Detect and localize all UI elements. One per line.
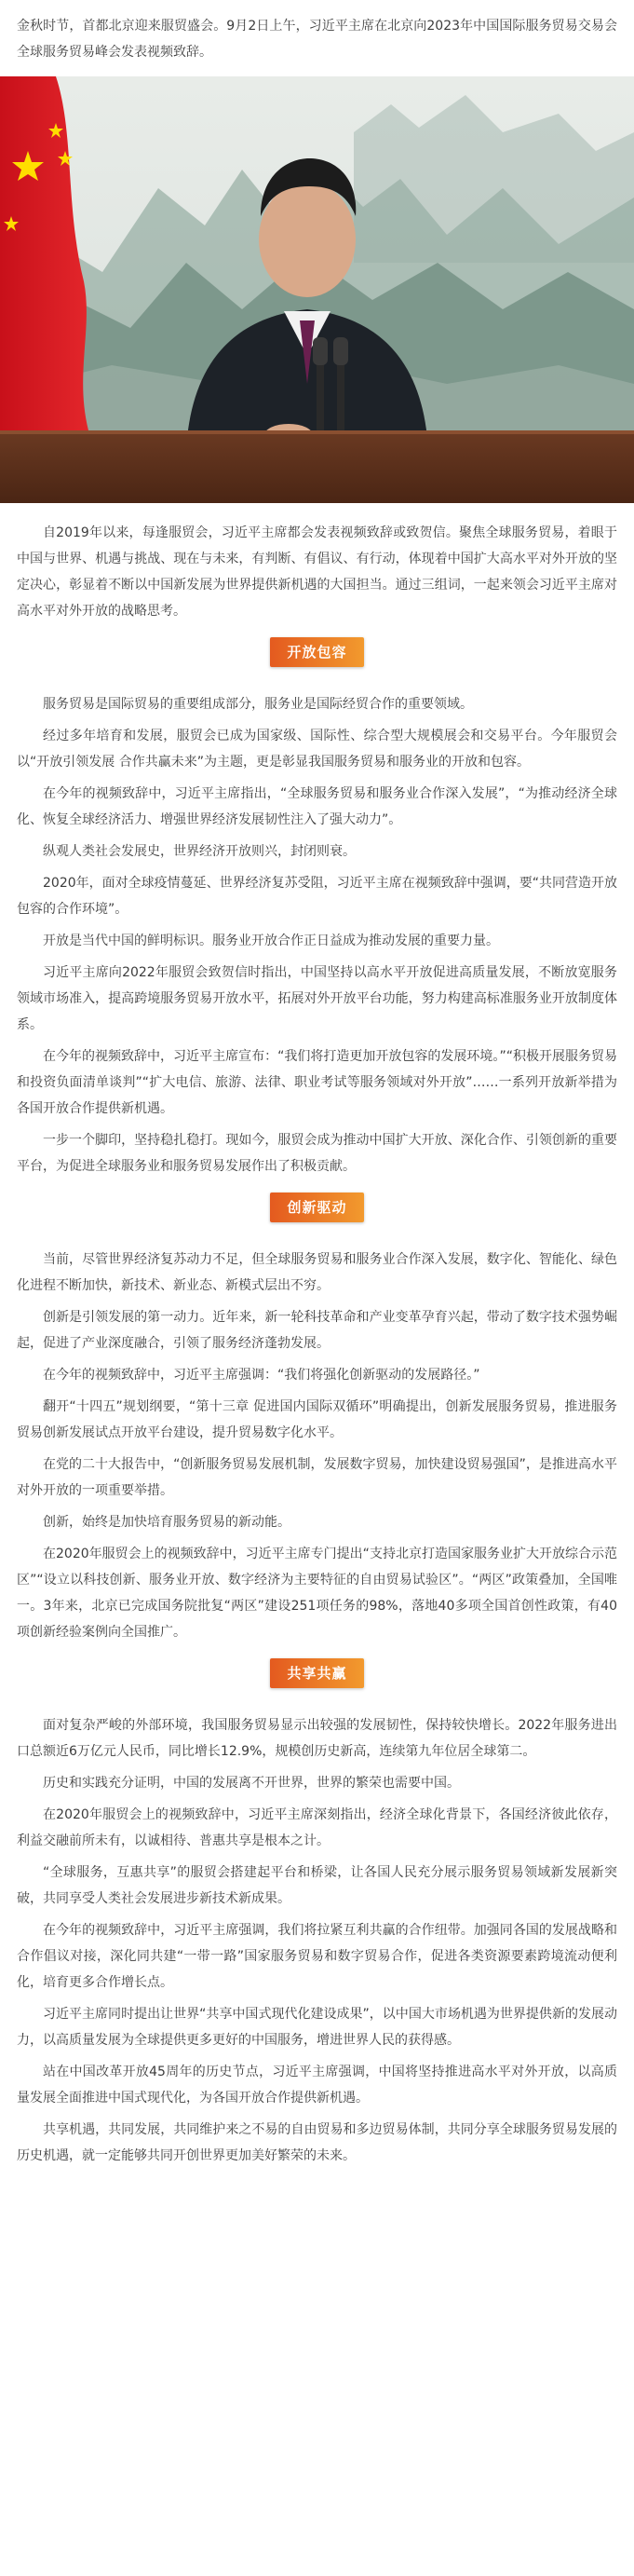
paragraph: 共享机遇，共同发展，共同维护来之不易的自由贸易和多边贸易体制，共同分享全球服务贸易发展的历史机遇，就一定能够共同开创世界更加美好繁荣的未来。 — [17, 2122, 617, 2163]
paragraph: 在2020年服贸会上的视频致辞中，习近平主席深刻指出，经济全球化背景下，各国经济彼此依存，利益交融前所未有，以诚相待、普惠共享是根本之计。 — [17, 1807, 617, 1848]
section-badge: 共享共赢 — [270, 1658, 363, 1688]
section-badge: 创新驱动 — [270, 1193, 363, 1222]
paragraph: 站在中国改革开放45周年的历史节点，习近平主席强调，中国将坚持推进高水平对外开放，以高质量发展全面推进中国式现代化，为各国开放合作提供新机遇。 — [17, 2065, 617, 2106]
paragraph: 当前，尽管世界经济复苏动力不足，但全球服务贸易和服务业合作深入发展，数字化、智能化、绿色化进程不断加快，新技术、新业态、新模式层出不穷。 — [17, 1252, 617, 1293]
paragraph: 服务贸易是国际贸易的重要组成部分，服务业是国际经贸合作的重要领域。 — [43, 697, 473, 712]
paragraph: 在2020年服贸会上的视频致辞中，习近平主席专门提出“支持北京打造国家服务业扩大开放综合示范区”“设立以科技创新、服务业开放、数字经济为主要特征的自由贸易试验区”。“两区”政策叠加，全国唯一。3年来，北京已完成国务院批复“两区”建设251项任务的98%，落地40多项全国首创性政策，有40项创新经验案例向全国推广。 — [17, 1547, 617, 1640]
paragraph: 在党的二十大报告中，“创新服务贸易发展机制，发展数字贸易，加快建设贸易强国”，是推进高水平对外开放的一项重要举措。 — [17, 1457, 617, 1498]
section-innovation — [17, 1193, 617, 1645]
section-heading — [17, 1193, 617, 1222]
paragraph: 习近平主席向2022年服贸会致贺信时指出，中国坚持以高水平开放促进高质量发展，不断放宽服务领域市场准入，提高跨境服务贸易开放水平，拓展对外开放平台功能，努力构建高标准服务业开放制度体系。 — [17, 965, 617, 1032]
section-heading — [17, 1658, 617, 1688]
paragraph: 开放是当代中国的鲜明标识。服务业开放合作正日益成为推动发展的重要力量。 — [43, 934, 499, 948]
paragraph: 2020年，面对全球疫情蔓延、世界经济复苏受阻，习近平主席在视频致辞中强调，要“共同营造开放包容的合作环境”。 — [17, 876, 617, 917]
paragraph: 在今年的视频致辞中，习近平主席强调：“我们将强化创新驱动的发展路径。” — [43, 1368, 480, 1383]
paragraph: 在今年的视频致辞中，习近平主席宣布：“我们将打造更加开放包容的发展环境。”“积极开展服务贸易和投资负面清单谈判”“扩大电信、旅游、法律、职业考试等服务领域对外开放”……一系列开放新举措为各国开放合作提供新机遇。 — [17, 1049, 617, 1116]
paragraph: 创新是引领发展的第一动力。近年来，新一轮科技革命和产业变革孕育兴起，带动了数字技术强势崛起，促进了产业深度融合，引领了服务经济蓬勃发展。 — [17, 1310, 617, 1351]
paragraph: 翻开“十四五”规划纲要，“第十三章 促进国内国际双循环”明确提出，创新发展服务贸易，推进服务贸易创新发展试点开放平台建设，提升贸易数字化水平。 — [17, 1399, 617, 1440]
paragraph: 创新，始终是加快培育服务贸易的新动能。 — [43, 1515, 290, 1530]
paragraph: 纵观人类社会发展史，世界经济开放则兴，封闭则衰。 — [43, 844, 356, 859]
section-badge: 开放包容 — [270, 637, 363, 667]
intro-paragraph: 金秋时节，首都北京迎来服贸盛会。9月2日上午，习近平主席在北京向2023年中国国际服务贸易交易会全球服务贸易峰会发表视频致辞。 — [17, 19, 617, 60]
paragraph: “全球服务，互惠共享”的服贸会搭建起平台和桥梁，让各国人民充分展示服务贸易领域新发展新突破，共同享受人类社会发展进步新技术新成果。 — [17, 1865, 617, 1906]
paragraph: 习近平主席同时提出让世界“共享中国式现代化建设成果”，以中国大市场机遇为世界提供新的发展动力，以高质量发展为全球提供更多更好的中国服务，增进世界人民的获得感。 — [17, 2007, 617, 2048]
paragraph: 面对复杂严峻的外部环境，我国服务贸易显示出较强的发展韧性，保持较快增长。2022年服务进出口总额近6万亿元人民币，同比增长12.9%，规模创历史新高，连续第九年位居全球第二。 — [17, 1718, 617, 1759]
section-sharing — [17, 1658, 617, 2169]
paragraph: 历史和实践充分证明，中国的发展离不开世界，世界的繁荣也需要中国。 — [43, 1776, 460, 1791]
opening-section — [17, 520, 617, 624]
paragraph: 自2019年以来，每逢服贸会，习近平主席都会发表视频致辞或致贺信。聚焦全球服务贸易，着眼于中国与世界、机遇与挑战、现在与未来，有判断、有倡议、有行动，体现着中国扩大高水平对外开放的坚定决心，彰显着不断以中国新发展为世界提供新机遇的大国担当。通过三组词，一起来领会习近平主席对高水平对外开放的战略思考。 — [17, 525, 617, 619]
section-openness — [17, 637, 617, 1179]
article-body — [0, 503, 634, 2169]
paragraph: 在今年的视频致辞中，习近平主席强调，我们将拉紧互利共赢的合作纽带。加强同各国的发展战略和合作倡议对接，深化同共建“一带一路”国家服务贸易和数字贸易合作，促进各类资源要素跨境流动便利化，培育更多合作增长点。 — [17, 1923, 617, 1990]
paragraph: 一步一个脚印，坚持稳扎稳打。现如今，服贸会成为推动中国扩大开放、深化合作、引领创新的重要平台，为促进全球服务业和服务贸易发展作出了积极贡献。 — [17, 1133, 617, 1174]
paragraph: 经过多年培育和发展，服贸会已成为国家级、国际性、综合型大规模展会和交易平台。今年服贸会以“开放引领发展 合作共赢未来”为主题，更是彰显我国服务贸易和服务业的开放和包容。 — [17, 729, 617, 770]
photo-icon — [0, 76, 634, 503]
paragraph: 在今年的视频致辞中，习近平主席指出，“全球服务贸易和服务业合作深入发展”，“为推动经济全球化、恢复全球经济活力、增强世界经济发展韧性注入了强大动力”。 — [17, 786, 617, 827]
section-heading — [17, 637, 617, 667]
news-photo — [0, 76, 634, 503]
